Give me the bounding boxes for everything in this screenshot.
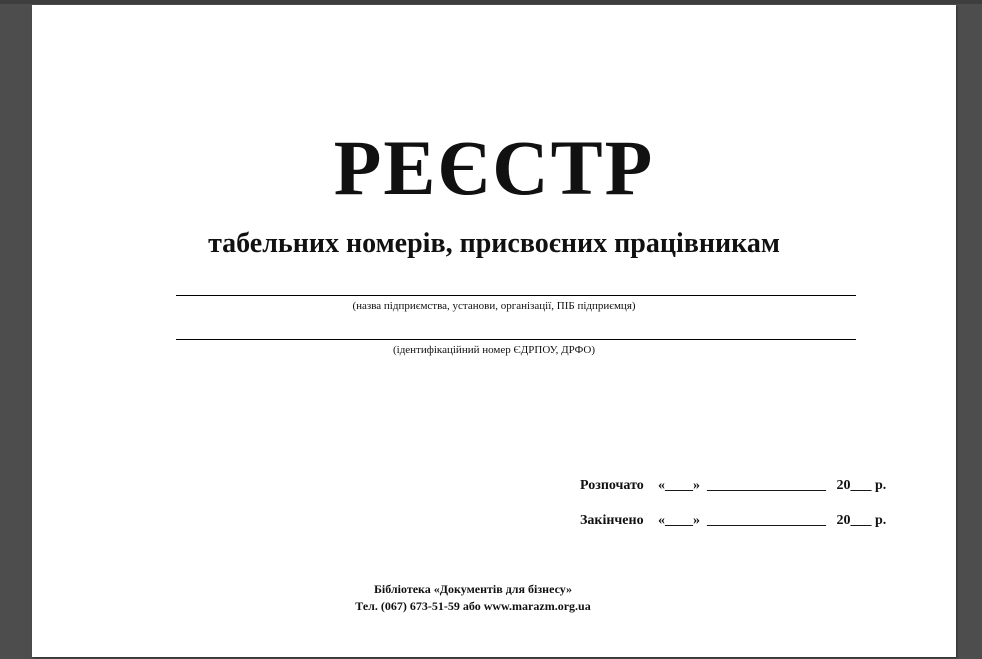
started-suffix: р.: [875, 478, 887, 493]
footer-contact: Тел. (067) 673-51-59 або www.marazm.org.ua: [355, 599, 591, 613]
started-date-row: [580, 477, 886, 495]
finished-month: _________________: [707, 513, 826, 528]
organization-caption: (назва підприємства, установи, організації, ПІБ підприємця): [352, 300, 636, 312]
finished-label: Закінчено: [580, 513, 644, 528]
finished-date-row: [580, 512, 886, 530]
viewer-top-edge: [0, 0, 982, 4]
document-page: [32, 5, 956, 657]
document-title: РЕЄСТР: [333, 124, 655, 211]
finished-suffix: р.: [875, 513, 887, 528]
started-day: «____»: [658, 478, 700, 493]
footer-library-name: Бібліотека «Документів для бізнесу»: [373, 582, 573, 596]
identifier-fill-line: [176, 339, 856, 340]
started-label: Розпочато: [580, 478, 644, 493]
organization-fill-line: [176, 295, 856, 296]
finished-year: 20___: [836, 513, 872, 528]
finished-day: «____»: [658, 513, 700, 528]
identifier-caption: (ідентифікаційний номер ЄДРПОУ, ДРФО): [392, 344, 596, 356]
document-subtitle: табельних номерів, присвоєних працівникам: [208, 228, 780, 259]
started-month: _________________: [707, 478, 826, 493]
started-year: 20___: [836, 478, 872, 493]
